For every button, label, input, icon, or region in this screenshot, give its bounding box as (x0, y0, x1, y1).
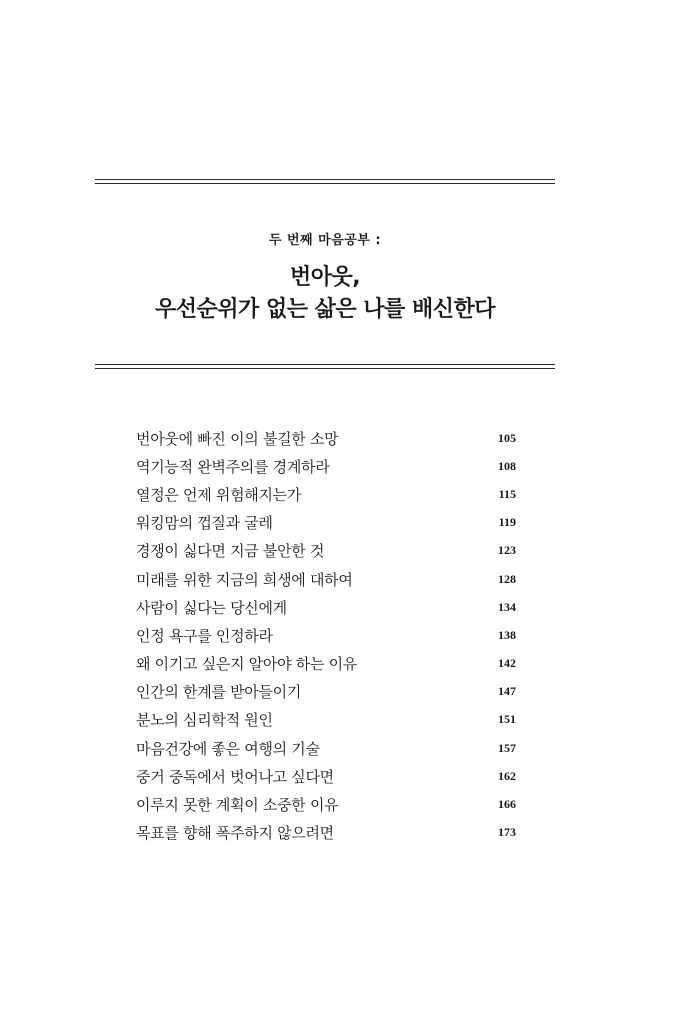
part-title (95, 262, 555, 326)
top-double-rule (95, 179, 555, 184)
toc-entry[interactable] (136, 678, 516, 706)
part-label: 두 번째 마음공부 : (268, 233, 382, 248)
toc-entry-title: 인간의 한계를 받아들이기 (136, 683, 302, 702)
toc-entry-title: 사람이 싫다는 당신에게 (136, 598, 287, 617)
toc-entry-title: 분노의 심리학적 원인 (136, 711, 273, 730)
toc-entry-title: 인정 욕구를 인정하라 (136, 626, 273, 645)
rule-line (95, 183, 555, 184)
toc-entry-title: 중거 중독에서 벗어나고 싶다면 (136, 767, 334, 786)
toc-entry-page: 134 (498, 599, 516, 614)
toc-entry[interactable] (136, 819, 516, 847)
toc-entry[interactable] (136, 480, 516, 508)
toc-entry-title: 마음건강에 좋은 여행의 기술 (136, 739, 320, 758)
toc-entry[interactable] (136, 424, 516, 452)
toc-entry-page: 142 (498, 656, 516, 671)
toc-entry[interactable] (136, 734, 516, 762)
toc-entry[interactable] (136, 762, 516, 790)
toc-entry[interactable] (136, 537, 516, 565)
toc-entry-page: 128 (498, 571, 516, 586)
rule-line (95, 179, 555, 180)
toc-entry-title: 워킹맘의 껍질과 굴레 (136, 514, 273, 533)
toc-entry[interactable] (136, 621, 516, 649)
part-title-line-2: 우선순위가 없는 삶은 나를 배신한다 (155, 297, 495, 322)
toc-entry[interactable] (136, 593, 516, 621)
toc-entry-page: 166 (498, 797, 516, 812)
toc-entry[interactable] (136, 650, 516, 678)
toc-entry-page: 108 (498, 458, 516, 473)
toc-entry-page: 138 (498, 627, 516, 642)
toc-entry-title: 역기능적 완벽주의를 경계하라 (136, 457, 330, 476)
toc-entry[interactable] (136, 565, 516, 593)
bottom-double-rule (95, 364, 555, 369)
toc-entry-title: 이루지 못한 계획이 소중한 이유 (136, 796, 339, 815)
rule-line (95, 364, 555, 365)
toc-entry-title: 경쟁이 싫다면 지금 불안한 것 (136, 542, 325, 561)
toc-entry[interactable] (136, 509, 516, 537)
rule-line (95, 368, 555, 369)
toc-entry[interactable] (136, 452, 516, 480)
toc-entry[interactable] (136, 706, 516, 734)
toc-entry[interactable] (136, 790, 516, 818)
toc-entry-title: 열정은 언제 위험해지는가 (136, 485, 302, 504)
toc-entry-page: 123 (498, 543, 516, 558)
toc-entry-page: 157 (498, 740, 516, 755)
toc-entry-title: 목표를 향해 폭주하지 않으려면 (136, 824, 334, 843)
toc-entry-title: 미래를 위한 지금의 희생에 대하여 (136, 570, 353, 589)
table-of-contents (136, 424, 516, 847)
toc-entry-page: 119 (498, 515, 516, 530)
toc-entry-title: 번아웃에 빠진 이의 불길한 소망 (136, 429, 339, 448)
toc-entry-page: 162 (498, 768, 516, 783)
toc-entry-page: 147 (498, 684, 516, 699)
toc-entry-page: 173 (498, 825, 516, 840)
toc-entry-page: 151 (498, 712, 516, 727)
toc-entry-page: 115 (498, 486, 516, 501)
part-title-line-1: 번아웃, (289, 265, 361, 290)
toc-entry-page: 105 (498, 430, 516, 445)
toc-entry-title: 왜 이기고 싶은지 알아야 하는 이유 (136, 655, 358, 674)
